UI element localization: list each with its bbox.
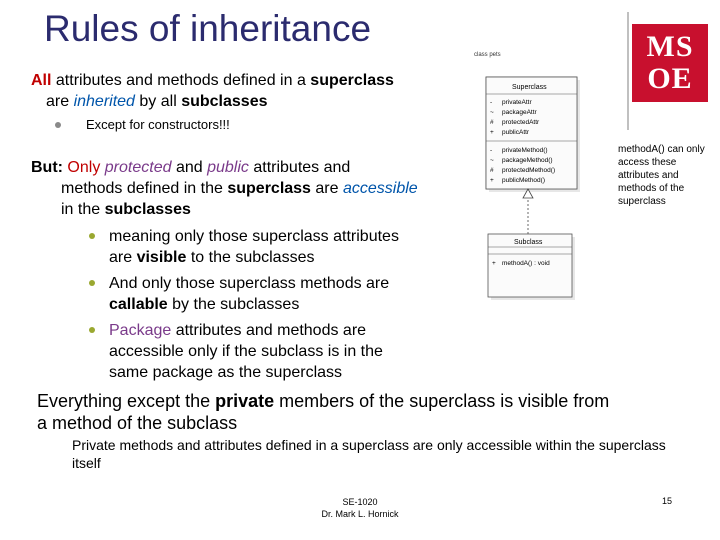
attr-vis: + xyxy=(490,129,494,136)
text: to the subclasses xyxy=(186,249,315,266)
text: by all xyxy=(134,93,182,110)
word-only: Only xyxy=(62,159,105,176)
sub-bullet-constructors xyxy=(58,117,230,132)
text: by the subclasses xyxy=(167,296,300,313)
word-inherited: inherited xyxy=(73,93,135,110)
bullet-accessible xyxy=(31,157,481,220)
text: attributes and methods defined in a xyxy=(51,72,311,89)
page-number: 15 xyxy=(662,496,673,506)
bullet-accessible-line-1 xyxy=(31,157,481,178)
logo-line-1: MS xyxy=(646,30,694,63)
attr-public: publicAttr xyxy=(502,129,530,136)
attr-protected: protectedAttr xyxy=(502,119,540,126)
slide-title: Rules of inheritance xyxy=(44,8,372,49)
constructors-text: Except for constructors!!! xyxy=(86,117,230,132)
subclass-name: Subclass xyxy=(514,239,543,246)
private-line-1 xyxy=(37,390,707,412)
bullet-inherited-line-2 xyxy=(31,91,471,112)
method-package: packageMethod() xyxy=(502,157,553,164)
word-visible: visible xyxy=(136,249,187,266)
methods-line-2 xyxy=(109,294,469,315)
attr-package: packageAttr xyxy=(502,109,537,116)
bullet-dot xyxy=(55,122,61,128)
sub-bullet-package xyxy=(109,320,469,383)
attr-vis: ~ xyxy=(490,109,494,116)
method-vis: + xyxy=(490,177,494,184)
divider-line xyxy=(627,12,629,130)
msoe-logo xyxy=(632,24,708,102)
text: are xyxy=(46,93,74,110)
method-public: publicMethod() xyxy=(502,177,545,184)
method-vis: ~ xyxy=(490,157,494,164)
word-callable: callable xyxy=(109,296,168,313)
text: And only those superclass methods are xyxy=(109,275,390,292)
footer-course: SE-1020 xyxy=(342,497,378,507)
bullet-dot xyxy=(89,327,95,333)
bullet-dot xyxy=(89,280,95,286)
method-protected: protectedMethod() xyxy=(502,167,556,174)
method-vis: + xyxy=(492,260,496,267)
bullet-accessible-line-3 xyxy=(31,199,481,220)
word-protected: protected xyxy=(104,159,172,176)
attr-vis: - xyxy=(490,99,493,106)
package-line-1 xyxy=(109,320,469,341)
text: attributes and xyxy=(248,159,351,176)
attributes-line-2 xyxy=(109,247,469,268)
text: accessible only if the subclass is in the xyxy=(109,343,383,360)
word-all: All xyxy=(31,72,52,89)
text: members of the superclass is visible from xyxy=(274,391,610,411)
text: Everything except the xyxy=(37,391,216,411)
text: same package as the superclass xyxy=(109,364,343,381)
bullet-accessible-line-2 xyxy=(31,178,481,199)
superclass-name: Superclass xyxy=(512,84,547,91)
note-methodA: methodA() can only access these attributes and methods of the superclass xyxy=(618,144,705,207)
word-private: private xyxy=(215,391,275,411)
word-superclass: superclass xyxy=(310,72,394,89)
attr-vis: # xyxy=(490,119,494,126)
text: meaning only those superclass attributes xyxy=(109,228,399,245)
bullet-inherited xyxy=(31,70,471,112)
text: methods defined in the xyxy=(61,180,228,197)
word-package: Package xyxy=(109,322,172,339)
word-public: public xyxy=(207,159,249,176)
uml-class-diagram xyxy=(470,44,620,304)
word-accessible: accessible xyxy=(342,180,418,197)
text: and xyxy=(171,159,208,176)
bullet-everything-except-private xyxy=(37,390,707,434)
bullet-dot xyxy=(89,233,95,239)
word-superclass: superclass xyxy=(227,180,311,197)
text: are xyxy=(109,249,137,266)
text: attributes and methods are xyxy=(171,322,367,339)
attr-private: privateAttr xyxy=(502,99,532,106)
method-private: privateMethod() xyxy=(502,147,548,154)
text: in the xyxy=(61,201,105,218)
word-subclasses: subclasses xyxy=(104,201,191,218)
footer-author: Dr. Mark L. Hornick xyxy=(321,509,399,519)
bullet-inherited-line-1 xyxy=(31,70,471,91)
uml-frame-label: class pets xyxy=(474,52,501,58)
sub-bullet-private-only: Private methods and attributes defined in a superclass are only accessible within the superclass itself xyxy=(72,437,666,471)
word-but: But: xyxy=(31,159,63,176)
sub-bullet-attributes xyxy=(109,226,469,268)
method-vis: - xyxy=(490,147,493,154)
footer xyxy=(300,496,420,520)
logo-line-2: OE xyxy=(647,62,693,95)
sub-bullet-methods xyxy=(109,273,469,315)
word-subclasses: subclasses xyxy=(181,93,268,110)
text: are xyxy=(310,180,343,197)
method-methodA: methodA() : void xyxy=(502,260,550,267)
text: a method of the subclass xyxy=(37,413,238,433)
method-vis: # xyxy=(490,167,494,174)
